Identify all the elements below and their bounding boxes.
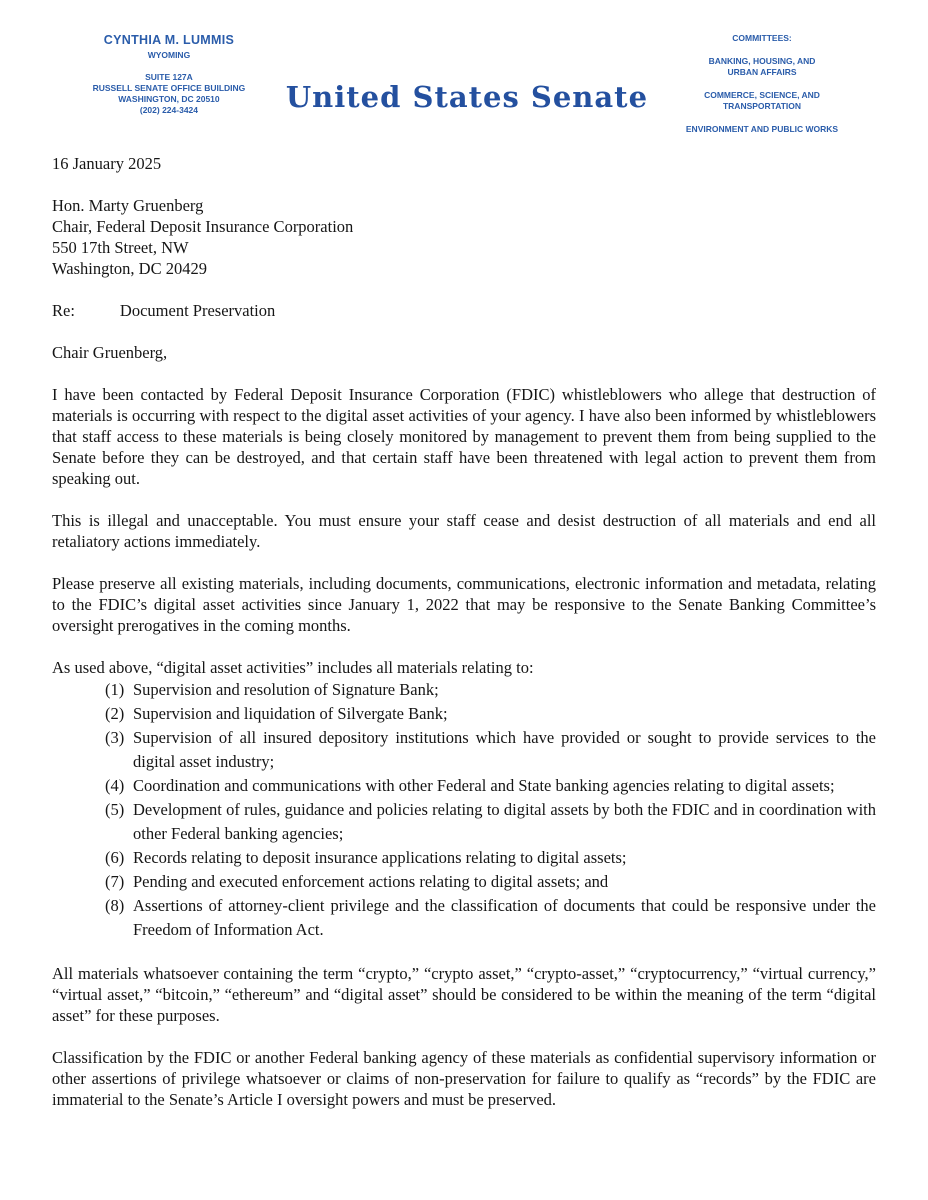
list-item-text: Supervision of all insured depository institutions which have provided or sought to provide services to the digital asset industry; (133, 728, 876, 771)
list-item (52, 774, 876, 798)
sender-office-address (52, 72, 286, 116)
recipient-address (52, 195, 876, 279)
digital-asset-activities-list (52, 678, 876, 942)
re-subject: Document Preservation (119, 301, 276, 320)
committee-line: ENVIRONMENT AND PUBLIC WORKS (685, 124, 839, 134)
paragraph-crypto-terms: All materials whatsoever containing the term “crypto,” “crypto asset,” “crypto-asset,” “cryptocurrency,” “virtual currency,” “virtual asset,” “bitcoin,” “ethereum” and “digital asset” should be considered to be within the meaning of the term “digital asset” for these purposes. (52, 964, 876, 1025)
committee-line: TRANSPORTATION (722, 101, 802, 111)
list-item-number: (7) (105, 872, 125, 891)
letter-body (52, 153, 876, 1110)
list-item-text: Pending and executed enforcement actions relating to digital assets; and (133, 872, 609, 891)
salutation: Chair Gruenberg, (52, 343, 168, 362)
committee-line: BANKING, HOUSING, AND (708, 56, 816, 66)
senate-title: United States Senate (285, 80, 649, 114)
list-item-number: (4) (105, 776, 125, 795)
list-item-text: Records relating to deposit insurance applications relating to digital assets; (133, 848, 627, 867)
list-item-text: Assertions of attorney-client privilege and the classification of documents that could be responsive under the Freedom of Information Act. (133, 896, 876, 939)
paragraph-demand: This is illegal and unacceptable. You must ensure your staff cease and desist destruction of all materials and end all retaliatory actions immediately. (52, 511, 876, 551)
list-item (52, 678, 876, 702)
list-item (52, 726, 876, 774)
list-item-text: Coordination and communications with other Federal and State banking agencies relating to digital assets; (133, 776, 835, 795)
list-item-number: (6) (105, 848, 125, 867)
office-line-suite: SUITE 127A (145, 72, 193, 82)
sender-name: CYNTHIA M. LUMMIS (103, 33, 235, 47)
committee-line: URBAN AFFAIRS (727, 67, 797, 77)
committees-block (648, 28, 876, 135)
senate-masthead (286, 28, 648, 114)
list-item-text: Supervision and liquidation of Silvergate Bank; (133, 704, 448, 723)
list-item-number: (2) (105, 704, 125, 723)
recipient-name: Hon. Marty Gruenberg (52, 196, 204, 215)
paragraph-preservation-request: Please preserve all existing materials, including documents, communications, electronic information and metadata, relating to the FDIC’s digital asset activities since January 1, 2022 that may be responsive to the Senate Banking Committee’s oversight prerogatives in the coming months. (52, 574, 876, 635)
list-item-number: (8) (105, 896, 125, 915)
committee-item-environment (648, 124, 876, 135)
list-item-number: (5) (105, 800, 125, 819)
paragraph-allegations: I have been contacted by Federal Deposit Insurance Corporation (FDIC) whistleblowers who allege that destruction of materials is occurring with respect to the digital asset activities of your agency. I have also been informed by whistleblowers that staff access to these materials is being closely monitored by management to prevent them from being supplied to the Senate before they can be destroyed, and that certain staff have been threatened with legal action to prevent them from speaking out. (52, 385, 876, 488)
list-item-number: (1) (105, 680, 125, 699)
recipient-city: Washington, DC 20429 (52, 259, 207, 278)
list-item-text: Supervision and resolution of Signature Bank; (133, 680, 439, 699)
recipient-title: Chair, Federal Deposit Insurance Corporation (52, 217, 354, 236)
letterhead (52, 28, 876, 135)
re-label: Re: (52, 301, 75, 320)
list-item (52, 870, 876, 894)
list-item (52, 894, 876, 942)
office-line-building: RUSSELL SENATE OFFICE BUILDING (92, 83, 246, 93)
office-line-city: WASHINGTON, DC 20510 (118, 94, 220, 104)
re-line (52, 300, 876, 321)
list-item (52, 702, 876, 726)
sender-state: WYOMING (147, 50, 191, 60)
list-intro: As used above, “digital asset activities” includes all materials relating to: (52, 658, 534, 677)
sender-block (52, 28, 286, 116)
committee-item-commerce (648, 90, 876, 112)
committee-line: COMMERCE, SCIENCE, AND (704, 90, 820, 100)
list-item (52, 846, 876, 870)
committee-item-banking (648, 56, 876, 78)
list-item (52, 798, 876, 846)
committees-heading: COMMITTEES: (732, 33, 792, 43)
recipient-street: 550 17th Street, NW (52, 238, 189, 257)
paragraph-classification: Classification by the FDIC or another Federal banking agency of these materials as confidential supervisory information or other assertions of privilege whatsoever or claims of non-preservation for failure to qualify as “records” by the FDIC are immaterial to the Senate’s Article I oversight powers and must be preserved. (52, 1048, 876, 1109)
office-line-phone: (202) 224-3424 (139, 105, 199, 115)
list-item-text: Development of rules, guidance and policies relating to digital assets by both the FDIC and in coordination with other Federal banking agencies; (133, 800, 876, 843)
letter-date: 16 January 2025 (52, 154, 162, 173)
list-item-number: (3) (105, 728, 125, 747)
